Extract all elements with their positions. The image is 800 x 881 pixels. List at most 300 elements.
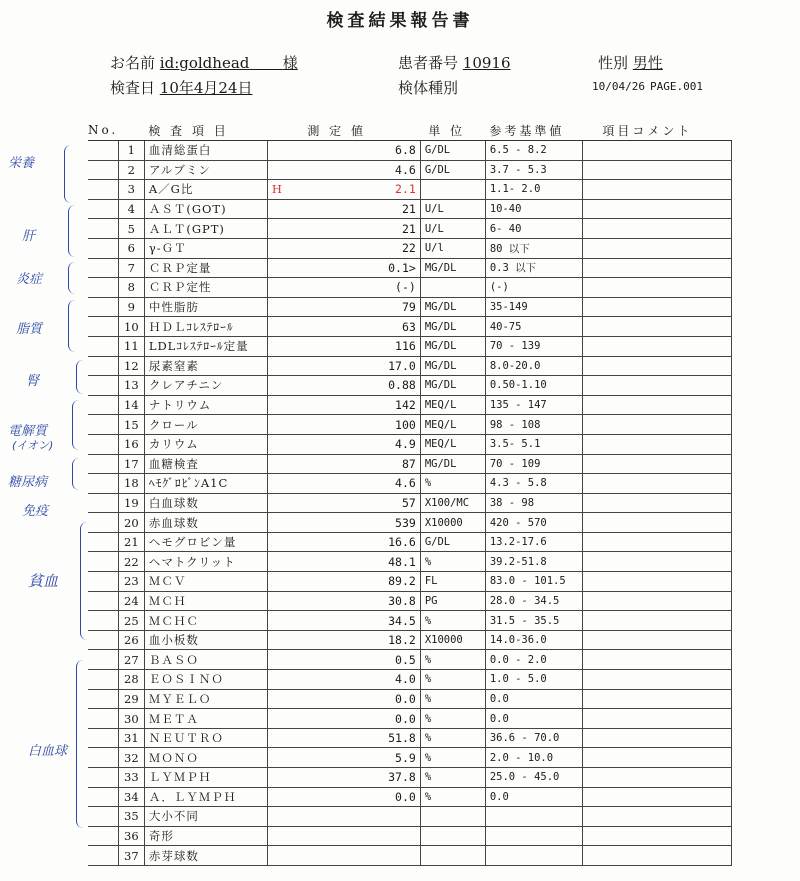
row-number-margin	[88, 846, 118, 866]
row-number-margin	[88, 591, 118, 611]
table-row	[88, 787, 731, 807]
flag-cell	[267, 787, 300, 807]
flag-cell	[267, 826, 300, 846]
flag-cell	[267, 572, 300, 592]
row-number: 14	[118, 395, 144, 415]
item-comment	[582, 826, 731, 846]
item-comment	[582, 572, 731, 592]
item-comment	[582, 670, 731, 690]
flag-cell	[267, 336, 300, 356]
handnote-ion: (イオン)	[12, 439, 54, 452]
measured-value: 5.9	[300, 748, 421, 768]
row-number-margin	[88, 552, 118, 572]
reference-range: 14.0-36.0	[485, 630, 582, 650]
unit: X10000	[420, 630, 485, 650]
item-comment	[582, 160, 731, 180]
row-number-margin	[88, 572, 118, 592]
row-number: 18	[118, 474, 144, 494]
item-comment	[582, 689, 731, 709]
row-number-margin	[88, 278, 118, 298]
row-number-margin	[88, 356, 118, 376]
reference-range: 70 - 109	[485, 454, 582, 474]
test-item: 赤芽球数	[144, 846, 267, 866]
flag-cell	[267, 141, 300, 161]
handnote-immune: 免疫	[22, 504, 49, 519]
measured-value: 30.8	[300, 591, 421, 611]
reference-range: 6- 40	[485, 219, 582, 239]
measured-value: 0.88	[300, 376, 421, 396]
handnote-inflammation: 炎症	[16, 272, 43, 287]
measured-value: 0.0	[300, 787, 421, 807]
test-item: ＭＣＨ	[144, 591, 267, 611]
measured-value: 0.5	[300, 650, 421, 670]
bracket-wbc	[76, 660, 83, 828]
row-number-margin	[88, 199, 118, 219]
unit: %	[420, 787, 485, 807]
row-number: 3	[118, 180, 144, 200]
row-number: 8	[118, 278, 144, 298]
unit: X100/MC	[420, 493, 485, 513]
reference-range: 36.6 - 70.0	[485, 728, 582, 748]
test-item: ＭＯＮＯ	[144, 748, 267, 768]
measured-value: 16.6	[300, 532, 421, 552]
exam-date-line	[110, 77, 253, 98]
row-number: 17	[118, 454, 144, 474]
sex-label: 性別	[598, 54, 629, 72]
report-title: 検査結果報告書	[326, 11, 474, 31]
row-number: 24	[118, 591, 144, 611]
reference-range: 10-40	[485, 199, 582, 219]
unit: %	[420, 709, 485, 729]
test-item: ＣＲＰ定量	[144, 258, 267, 278]
row-number-margin	[88, 317, 118, 337]
flag-cell	[267, 846, 300, 866]
measured-value	[300, 807, 421, 827]
unit: MEQ/L	[420, 395, 485, 415]
unit: MG/DL	[420, 336, 485, 356]
table-row	[88, 180, 731, 200]
unit	[420, 826, 485, 846]
reference-range: 0.0	[485, 689, 582, 709]
page-number: PAGE.001	[650, 80, 703, 93]
test-item: 尿素窒素	[144, 356, 267, 376]
measured-value: 22	[300, 238, 421, 258]
item-comment	[582, 532, 731, 552]
row-number-margin	[88, 709, 118, 729]
reference-range: 28.0 - 34.5	[485, 591, 582, 611]
row-number-margin	[88, 415, 118, 435]
test-item: ヘマトクリット	[144, 552, 267, 572]
measured-value: 4.9	[300, 434, 421, 454]
reference-range	[485, 846, 582, 866]
row-number: 31	[118, 728, 144, 748]
item-comment	[582, 728, 731, 748]
table-row	[88, 513, 731, 533]
table-row	[88, 199, 731, 219]
table-row	[88, 141, 731, 161]
row-number-margin	[88, 532, 118, 552]
item-comment	[582, 219, 731, 239]
measured-value: 57	[300, 493, 421, 513]
col-item: 検 査 項 目	[118, 120, 267, 141]
unit: G/DL	[420, 160, 485, 180]
unit: MEQ/L	[420, 415, 485, 435]
reference-range: 135 - 147	[485, 395, 582, 415]
row-number-margin	[88, 180, 118, 200]
table-row	[88, 572, 731, 592]
sex-line	[598, 52, 663, 73]
row-number: 10	[118, 317, 144, 337]
test-item: ＨＤＬｺﾚｽﾃﾛｰﾙ	[144, 317, 267, 337]
row-number: 20	[118, 513, 144, 533]
row-number: 26	[118, 630, 144, 650]
row-number-margin	[88, 787, 118, 807]
measured-value	[300, 846, 421, 866]
test-item: ﾍﾓｸﾞﾛﾋﾞﾝA1C	[144, 474, 267, 494]
measured-value: 4.0	[300, 670, 421, 690]
flag-cell	[267, 513, 300, 533]
item-comment	[582, 238, 731, 258]
flag-cell: H	[267, 180, 300, 200]
unit: %	[420, 552, 485, 572]
test-item: ＭＹＥＬＯ	[144, 689, 267, 709]
row-number: 11	[118, 336, 144, 356]
reference-range: 0.0	[485, 787, 582, 807]
measured-value: 116	[300, 336, 421, 356]
row-number: 19	[118, 493, 144, 513]
bracket-liver	[68, 205, 75, 257]
table-row	[88, 846, 731, 866]
item-comment	[582, 278, 731, 298]
row-number: 32	[118, 748, 144, 768]
item-comment	[582, 630, 731, 650]
measured-value: 4.6	[300, 474, 421, 494]
results-body	[88, 141, 731, 866]
measured-value: 21	[300, 199, 421, 219]
table-row	[88, 317, 731, 337]
row-number: 36	[118, 826, 144, 846]
test-item: ＡＬＴ(GPT)	[144, 219, 267, 239]
unit: U/L	[420, 219, 485, 239]
test-item: ＭＥＴＡ	[144, 709, 267, 729]
row-number-margin	[88, 336, 118, 356]
exam-date-value: 10年4月24日	[159, 79, 253, 97]
table-row	[88, 297, 731, 317]
bracket-lipid	[68, 300, 75, 352]
reference-range: 25.0 - 45.0	[485, 768, 582, 788]
unit: %	[420, 611, 485, 631]
item-comment	[582, 552, 731, 572]
flag-cell	[267, 258, 300, 278]
test-item: 大小不同	[144, 807, 267, 827]
patient-id-line	[398, 52, 511, 73]
handnote-electrolyte: 電解質	[8, 424, 48, 439]
measured-value	[300, 826, 421, 846]
flag-cell	[267, 278, 300, 298]
row-number-margin	[88, 376, 118, 396]
reference-range: 1.0 - 5.0	[485, 670, 582, 690]
test-item: ＥＯＳＩＮＯ	[144, 670, 267, 690]
test-item: 血糖検査	[144, 454, 267, 474]
test-item: ＬＹＭＰＨ	[144, 768, 267, 788]
measured-value: 18.2	[300, 630, 421, 650]
table-row	[88, 278, 731, 298]
item-comment	[582, 376, 731, 396]
unit: U/L	[420, 199, 485, 219]
handnote-kidney: 腎	[26, 374, 40, 389]
test-item: カリウム	[144, 434, 267, 454]
reference-range: 98 - 108	[485, 415, 582, 435]
unit: MG/DL	[420, 258, 485, 278]
row-number-margin	[88, 611, 118, 631]
flag-cell	[267, 709, 300, 729]
table-row	[88, 434, 731, 454]
row-number-margin	[88, 826, 118, 846]
flag-cell	[267, 807, 300, 827]
flag-cell	[267, 238, 300, 258]
header-row	[88, 120, 731, 141]
row-number: 25	[118, 611, 144, 631]
flag-cell	[267, 552, 300, 572]
col-comment: 項目コメント	[582, 120, 731, 141]
reference-range: 38 - 98	[485, 493, 582, 513]
measured-value: 51.8	[300, 728, 421, 748]
unit: PG	[420, 591, 485, 611]
flag-cell	[267, 532, 300, 552]
name-label: お名前	[110, 54, 156, 72]
row-number-margin	[88, 630, 118, 650]
reference-range	[485, 826, 582, 846]
measured-value: 21	[300, 219, 421, 239]
row-number: 7	[118, 258, 144, 278]
unit: %	[420, 768, 485, 788]
table-row	[88, 493, 731, 513]
table-row	[88, 826, 731, 846]
unit: MG/DL	[420, 454, 485, 474]
table-row	[88, 454, 731, 474]
test-item: クレアチニン	[144, 376, 267, 396]
col-unit: 単 位	[420, 120, 485, 141]
table-row	[88, 238, 731, 258]
item-comment	[582, 141, 731, 161]
row-number-margin	[88, 454, 118, 474]
table-row	[88, 689, 731, 709]
test-item: アルブミン	[144, 160, 267, 180]
table-row	[88, 728, 731, 748]
reference-range: 3.7 - 5.3	[485, 160, 582, 180]
name-value: id:goldhead 様	[159, 54, 298, 72]
reference-range: 1.1- 2.0	[485, 180, 582, 200]
flag-cell	[267, 160, 300, 180]
unit	[420, 846, 485, 866]
bracket-inflammation	[68, 262, 75, 294]
item-comment	[582, 474, 731, 494]
flag-cell	[267, 395, 300, 415]
flag-cell	[267, 493, 300, 513]
reference-range: 0.50-1.10	[485, 376, 582, 396]
test-item: 中性脂肪	[144, 297, 267, 317]
row-number-margin	[88, 160, 118, 180]
measured-value: 37.8	[300, 768, 421, 788]
measured-value: 6.8	[300, 141, 421, 161]
measured-value: (-)	[300, 278, 421, 298]
flag-cell	[267, 376, 300, 396]
flag-cell	[267, 591, 300, 611]
measured-value: 539	[300, 513, 421, 533]
unit: MG/DL	[420, 317, 485, 337]
item-comment	[582, 650, 731, 670]
row-number: 13	[118, 376, 144, 396]
row-number-margin	[88, 728, 118, 748]
measured-value: 142	[300, 395, 421, 415]
table-row	[88, 630, 731, 650]
table-row	[88, 768, 731, 788]
table-row	[88, 356, 731, 376]
unit: %	[420, 728, 485, 748]
col-value: 測 定 値	[267, 120, 420, 141]
row-number: 4	[118, 199, 144, 219]
row-number: 16	[118, 434, 144, 454]
patient-id-value: 10916	[462, 54, 511, 72]
reference-range: 83.0 - 101.5	[485, 572, 582, 592]
row-number: 2	[118, 160, 144, 180]
table-row	[88, 395, 731, 415]
table-row	[88, 807, 731, 827]
item-comment	[582, 768, 731, 788]
measured-value: 0.1>	[300, 258, 421, 278]
bracket-anemia	[80, 522, 87, 640]
row-number: 1	[118, 141, 144, 161]
unit: MG/DL	[420, 356, 485, 376]
item-comment	[582, 709, 731, 729]
item-comment	[582, 611, 731, 631]
row-number-margin	[88, 219, 118, 239]
handnote-wbc: 白血球	[28, 744, 68, 759]
table-row	[88, 552, 731, 572]
reference-range: 6.5 - 8.2	[485, 141, 582, 161]
row-number-margin	[88, 238, 118, 258]
item-comment	[582, 591, 731, 611]
test-item: ＣＲＰ定性	[144, 278, 267, 298]
test-item: ＢＡＳＯ	[144, 650, 267, 670]
flag-cell	[267, 689, 300, 709]
row-number-margin	[88, 297, 118, 317]
sex-value: 男性	[632, 54, 663, 72]
row-number-margin	[88, 141, 118, 161]
row-number-margin	[88, 513, 118, 533]
unit: %	[420, 670, 485, 690]
unit: FL	[420, 572, 485, 592]
flag-cell	[267, 219, 300, 239]
item-comment	[582, 258, 731, 278]
measured-value: 2.1	[300, 180, 421, 200]
unit: G/DL	[420, 532, 485, 552]
flag-cell	[267, 199, 300, 219]
bracket-electrolyte	[72, 400, 79, 450]
item-comment	[582, 415, 731, 435]
row-number: 21	[118, 532, 144, 552]
item-comment	[582, 336, 731, 356]
measured-value: 63	[300, 317, 421, 337]
item-comment	[582, 199, 731, 219]
row-number: 15	[118, 415, 144, 435]
test-item: 白血球数	[144, 493, 267, 513]
reference-range: 13.2-17.6	[485, 532, 582, 552]
row-number-margin	[88, 807, 118, 827]
test-item: 血小板数	[144, 630, 267, 650]
flag-cell	[267, 297, 300, 317]
table-row	[88, 650, 731, 670]
row-number-margin	[88, 258, 118, 278]
unit	[420, 278, 485, 298]
table-row	[88, 709, 731, 729]
item-comment	[582, 434, 731, 454]
row-number: 28	[118, 670, 144, 690]
item-comment	[582, 513, 731, 533]
test-item: ＭＣＶ	[144, 572, 267, 592]
handnote-liver: 肝	[22, 229, 36, 244]
table-row	[88, 415, 731, 435]
unit	[420, 180, 485, 200]
handnote-protein: 栄養	[8, 156, 35, 171]
row-number: 30	[118, 709, 144, 729]
flag-cell	[267, 611, 300, 631]
measured-value: 79	[300, 297, 421, 317]
item-comment	[582, 787, 731, 807]
reference-range: 35-149	[485, 297, 582, 317]
table-row	[88, 591, 731, 611]
bracket-kidney	[76, 360, 83, 394]
row-number: 34	[118, 787, 144, 807]
flag-cell	[267, 454, 300, 474]
flag-cell	[267, 650, 300, 670]
row-number-margin	[88, 434, 118, 454]
reference-range: 4.3 - 5.8	[485, 474, 582, 494]
item-comment	[582, 846, 731, 866]
test-item: クロール	[144, 415, 267, 435]
table-row	[88, 336, 731, 356]
row-number: 23	[118, 572, 144, 592]
test-item: γ-ＧＴ	[144, 238, 267, 258]
test-item: LDLｺﾚｽﾃﾛｰﾙ定量	[144, 336, 267, 356]
row-number-margin	[88, 689, 118, 709]
measured-value: 87	[300, 454, 421, 474]
test-item: Ａ．ＬＹＭＰＨ	[144, 787, 267, 807]
row-number-margin	[88, 493, 118, 513]
row-number: 9	[118, 297, 144, 317]
patient-name-line	[110, 52, 298, 73]
flag-cell	[267, 748, 300, 768]
row-number: 33	[118, 768, 144, 788]
row-number: 35	[118, 807, 144, 827]
reference-range: 0.0	[485, 709, 582, 729]
bracket-diabetes	[72, 458, 79, 490]
item-comment	[582, 807, 731, 827]
test-item: 血清総蛋白	[144, 141, 267, 161]
table-row	[88, 219, 731, 239]
unit: MEQ/L	[420, 434, 485, 454]
test-item: 奇形	[144, 826, 267, 846]
flag-cell	[267, 728, 300, 748]
measured-value: 48.1	[300, 552, 421, 572]
test-item: ＭＣＨＣ	[144, 611, 267, 631]
table-row	[88, 258, 731, 278]
reference-range: 80 以下	[485, 238, 582, 258]
flag-cell	[267, 434, 300, 454]
row-number: 29	[118, 689, 144, 709]
measured-value: 100	[300, 415, 421, 435]
row-number: 37	[118, 846, 144, 866]
